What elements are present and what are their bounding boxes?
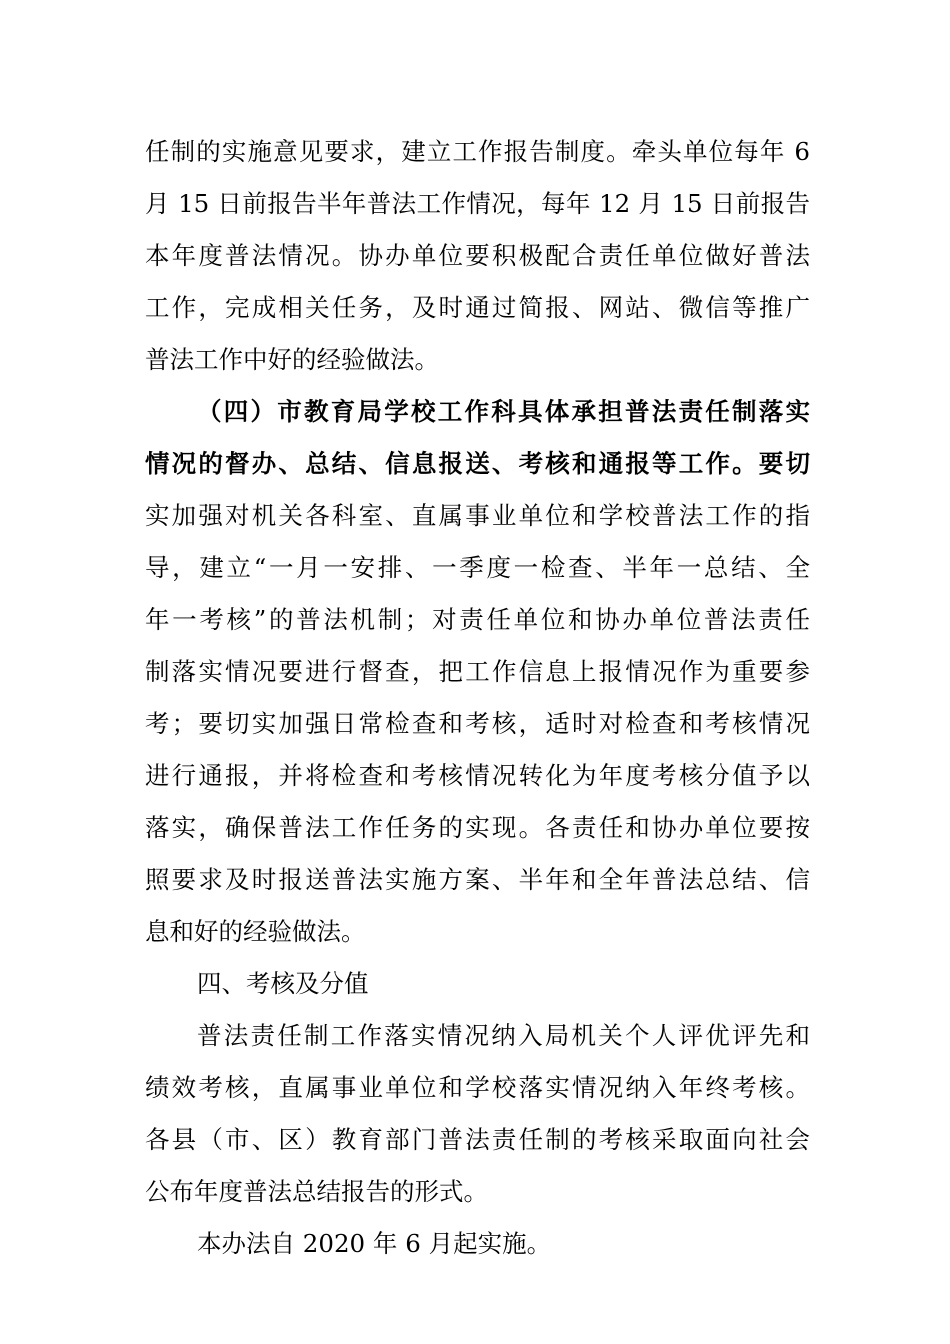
paragraph-line: 导，建立“一月一安排、一季度一检查、半年一总结、全 xyxy=(145,553,810,582)
paragraph-line: 实加强对机关各科室、直属事业单位和学校普法工作的指 xyxy=(145,501,810,530)
paragraph-line: 公布年度普法总结报告的形式。 xyxy=(145,1177,488,1206)
paragraph-line: 绩效考核，直属事业单位和学校落实情况纳入年终考核。 xyxy=(145,1073,810,1102)
paragraph-line: 月 15 日前报告半年普法工作情况，每年 12 月 15 日前报告 xyxy=(145,189,810,218)
paragraph-line: 制落实情况要进行督查，把工作信息上报情况作为重要参 xyxy=(145,657,810,686)
section-title: 四、考核及分值 xyxy=(197,969,369,998)
paragraph-line: 普法工作中好的经验做法。 xyxy=(145,345,439,374)
paragraph-line: 年一考核”的普法机制；对责任单位和协办单位普法责任 xyxy=(145,605,810,634)
paragraph-line: 任制的实施意见要求，建立工作报告制度。牵头单位每年 6 xyxy=(145,137,810,166)
closing-line: 本办法自 2020 年 6 月起实施。 xyxy=(197,1229,552,1258)
paragraph-line: 照要求及时报送普法实施方案、半年和全年普法总结、信 xyxy=(145,865,810,894)
paragraph-line: 落实，确保普法工作任务的实现。各责任和协办单位要按 xyxy=(145,813,810,842)
section-heading-line: （四）市教育局学校工作科具体承担普法责任制落实 xyxy=(197,397,810,426)
paragraph-line: 工作，完成相关任务，及时通过简报、网站、微信等推广 xyxy=(145,293,810,322)
paragraph-line: 进行通报，并将检查和考核情况转化为年度考核分值予以 xyxy=(145,761,810,790)
paragraph-line: 考；要切实加强日常检查和考核，适时对检查和考核情况 xyxy=(145,709,810,738)
paragraph-line: 各县（市、区）教育部门普法责任制的考核采取面向社会 xyxy=(145,1125,810,1154)
section-heading-line: 情况的督办、总结、信息报送、考核和通报等工作。要切 xyxy=(145,449,810,478)
paragraph-line: 普法责任制工作落实情况纳入局机关个人评优评先和 xyxy=(197,1021,810,1050)
paragraph-line: 息和好的经验做法。 xyxy=(145,917,366,946)
paragraph-line: 本年度普法情况。协办单位要积极配合责任单位做好普法 xyxy=(145,241,810,270)
